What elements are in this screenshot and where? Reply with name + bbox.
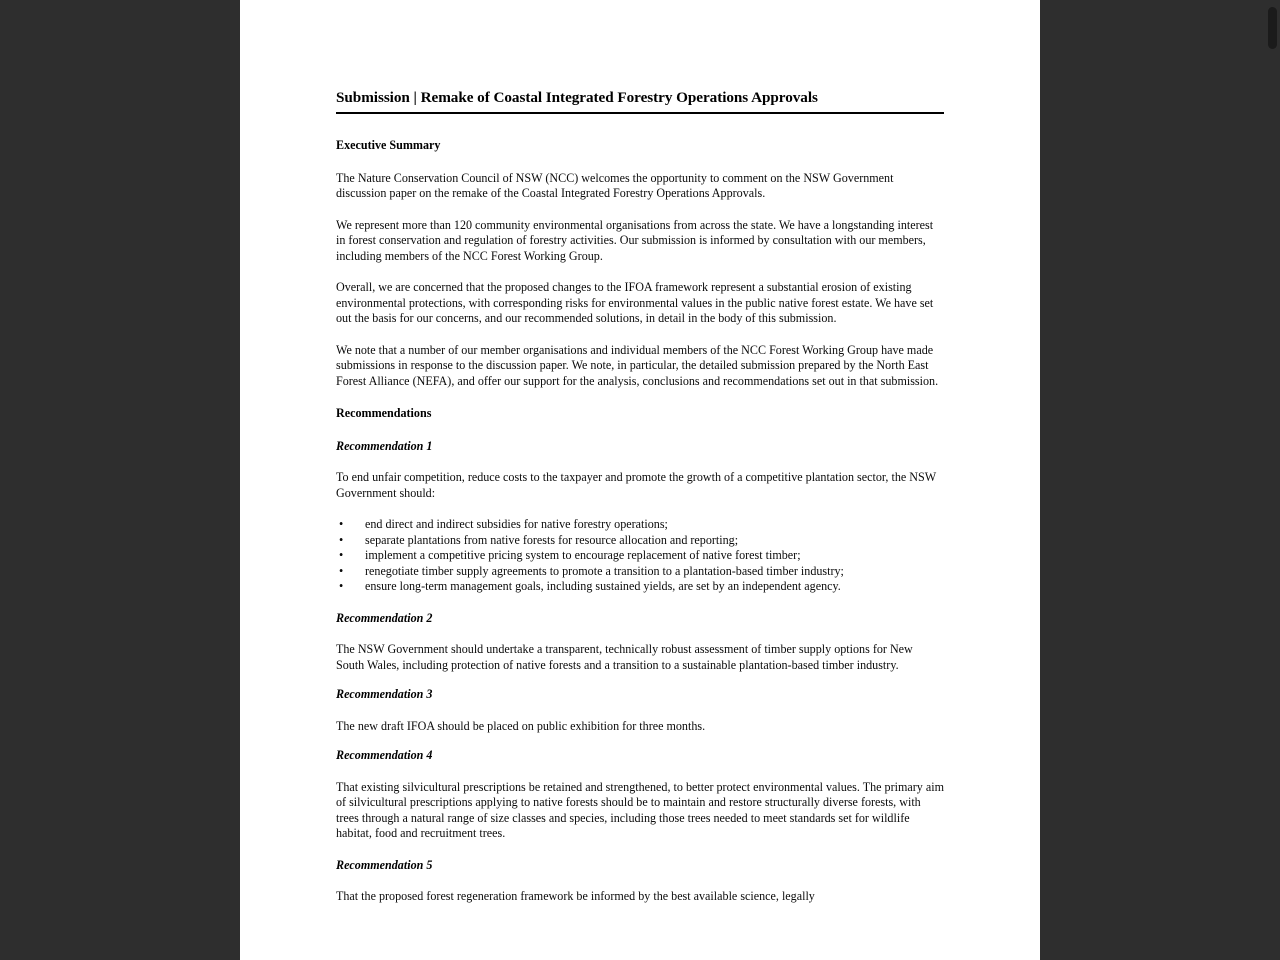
spacer — [336, 842, 944, 858]
list-item-label: separate plantations from native forests for resource allocation and reporting; — [365, 532, 739, 547]
heading-executive-summary: Executive Summary — [336, 138, 441, 152]
paragraph-intro: The Nature Conservation Council of NSW (NCC) welcomes the opportunity to comment on the NSW Government discussion paper on the remake of the Coastal Integrated Forestry Operations Approvals. — [336, 170, 894, 200]
spacer — [336, 422, 944, 439]
paragraph-representation: We represent more than 120 community environmental organisations from across the state. We have a longstanding interest in forest conservation and regulation of forestry activities. Our submission is informed by consultation with our members, including members of the NCC Forest Working Group. — [336, 217, 934, 263]
spacer — [336, 327, 944, 343]
spacer — [336, 454, 944, 470]
spacer — [336, 626, 944, 642]
list-item-label: implement a competitive pricing system to encourage replacement of native forest timber; — [365, 548, 801, 563]
document-title: Submission | Remake of Coastal Integrated Forestry Operations Approvals — [336, 88, 944, 114]
spacer — [336, 114, 944, 138]
spacer — [336, 734, 944, 748]
recommendation-4-body: That existing silvicultural prescriptions be retained and strengthened, to better protect environmental values. The primary aim of silvicultural prescriptions applying to native forests should be to maintain and restore structurally diverse forests, with trees through a natural range of size classes and species, including those trees needed to meet standards set for wildlife habitat, food and recruitment trees. — [336, 779, 944, 841]
list-item — [336, 579, 944, 595]
recommendation-1-intro: To end unfair competition, reduce costs to the taxpayer and promote the growth of a competitive plantation sector, the NSW Government should: — [336, 470, 936, 500]
heading-recommendation-2: Recommendation 2 — [336, 610, 433, 625]
vertical-scrollbar[interactable] — [1265, 0, 1280, 960]
spacer — [336, 202, 944, 218]
paragraph-member-submissions: We note that a number of our member organisations and individual members of the NCC Forest Working Group have made submissions in response to the discussion paper. We note, in particular, the detailed submission prepared by the North East Forest Alliance (NEFA), and offer our support for the analysis, conclusions and recommendations set out in that submission. — [336, 342, 939, 388]
spacer — [336, 154, 944, 171]
spacer — [336, 764, 944, 780]
list-item — [336, 533, 944, 549]
list-item — [336, 564, 944, 580]
bullet-icon: • — [339, 532, 344, 547]
recommendation-1-bullet-list — [336, 517, 944, 595]
spacer — [336, 595, 944, 611]
bullet-icon: • — [339, 579, 344, 594]
spacer — [336, 389, 944, 406]
heading-recommendation-3: Recommendation 3 — [336, 687, 433, 702]
heading-recommendation-5: Recommendation 5 — [336, 857, 433, 872]
recommendation-2-body: The NSW Government should undertake a transparent, technically robust assessment of timber supply options for New South Wales, including protection of native forests and a transition to a sustainable plantation-based timber industry. — [336, 642, 913, 672]
spacer — [336, 264, 944, 280]
heading-recommendation-1: Recommendation 1 — [336, 438, 433, 453]
page-content — [336, 88, 944, 905]
list-item-label: end direct and indirect subsidies for native forestry operations; — [365, 517, 668, 531]
list-item-label: ensure long-term management goals, including sustained yields, are set by an independent agency. — [365, 579, 841, 594]
heading-recommendation-4: Recommendation 4 — [336, 748, 433, 763]
bullet-icon: • — [339, 517, 344, 531]
spacer — [336, 673, 944, 687]
paragraph-concerns: Overall, we are concerned that the proposed changes to the IFOA framework represent a substantial erosion of existing environmental protections, with corresponding risks for environmental values in the public native forest estate. We have set out the basis for our concerns, and our recommended solutions, in detail in the body of this submission. — [336, 280, 934, 325]
recommendation-3-body: The new draft IFOA should be placed on public exhibition for three months. — [336, 718, 706, 733]
recommendation-5-body: That the proposed forest regeneration framework be informed by the best available science, legally — [336, 889, 815, 904]
list-item — [336, 517, 944, 533]
spacer — [336, 873, 944, 889]
heading-recommendations: Recommendations — [336, 406, 432, 420]
bullet-icon: • — [339, 563, 344, 578]
bullet-icon: • — [339, 548, 344, 563]
document-page — [240, 0, 1040, 960]
spacer — [336, 703, 944, 719]
scrollbar-thumb[interactable] — [1268, 7, 1277, 49]
list-item — [336, 548, 944, 564]
spacer — [336, 501, 944, 517]
list-item-label: renegotiate timber supply agreements to promote a transition to a plantation-based timber industry; — [365, 563, 844, 578]
